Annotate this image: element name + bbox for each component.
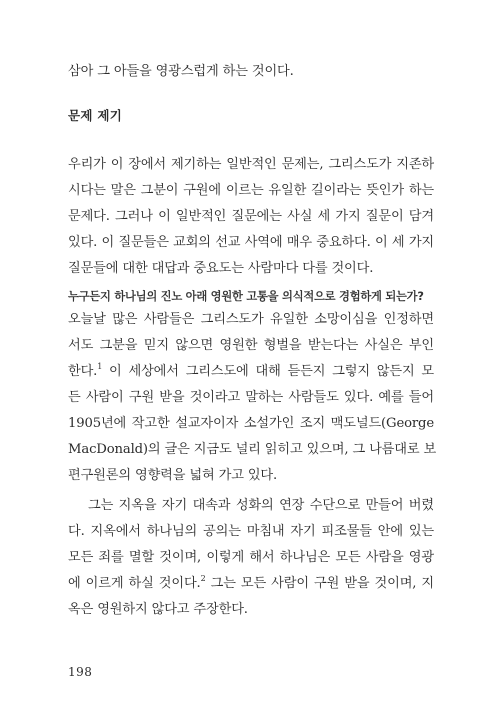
footnote-marker-1: 1: [97, 361, 103, 371]
paragraph-2-text: 이 세상에서 그리스도에 대해 듣든지 그렇지 않든지 모: [102, 364, 434, 379]
paragraph-2-line: 1905년에 작고한 설교자이자 소설가인 조지 맥도널드(George: [68, 416, 434, 431]
paragraph-1-line: 시다는 말은 그분이 구원에 이르는 유일한 길이라는 뜻인가 하는: [68, 183, 434, 198]
paragraph-3-text: 그는 모든 사람이 구원 받을 것이며, 지: [205, 576, 434, 591]
paragraph-3-line: 모든 죄를 멸할 것이며, 이렇게 해서 하나님은 모든 사람을 영광: [68, 550, 434, 565]
paragraph-3-line: 그는 지옥을 자기 대속과 성화의 연장 수단으로 만들어 버렸: [88, 498, 434, 513]
question-heading: 누구든지 하나님의 진노 아래 영원한 고통을 의식적으로 경험하게 되는가?: [68, 290, 424, 303]
paragraph-2-line: [68, 362, 434, 382]
paragraph-1-line: 있다. 이 질문들은 교회의 선교 사역에 매우 중요하다. 이 세 가지: [68, 235, 434, 250]
footnote-marker-2: 2: [200, 573, 206, 583]
paragraph-1-line: 질문들에 대한 대답과 중요도는 사람마다 다를 것이다.: [68, 261, 374, 276]
paragraph-3-line: 다. 지옥에서 하나님의 공의는 마침내 자기 피조물들 안에 있는: [68, 524, 434, 539]
paragraph-3-line: 옥은 영원하지 않다고 주장한다.: [68, 602, 248, 617]
paragraph-1-line: 우리가 이 장에서 제기하는 일반적인 문제는, 그리스도가 지존하: [68, 157, 434, 172]
paragraph-2-line: 오늘날 많은 사람들은 그리스도가 유일한 소망이심을 인정하면: [68, 312, 434, 327]
paragraph-2-line: 서도 그분을 믿지 않으면 영원한 형벌을 받는다는 사실은 부인: [68, 338, 434, 353]
intro-line: 삼아 그 아들을 영광스럽게 하는 것이다.: [68, 64, 294, 79]
paragraph-1-line: 문제다. 그러나 이 일반적인 질문에는 사실 세 가지 질문이 담겨: [68, 209, 434, 224]
paragraph-3-text: 에 이르게 하실 것이다.: [68, 576, 201, 591]
paragraph-2-line: MacDonald)의 글은 지금도 널리 읽히고 있으며, 그 나름대로 보: [68, 442, 437, 457]
paragraph-2-line: 든 사람이 구원 받을 것이라고 말하는 사람들도 있다. 예를 들어: [68, 390, 434, 405]
paragraph-2-text: 한다.: [68, 364, 98, 379]
section-heading: 문제 제기: [68, 108, 123, 123]
paragraph-3-line: [68, 574, 434, 594]
paragraph-2-line: 편구원론의 영향력을 넓혀 가고 있다.: [68, 468, 278, 483]
page-number: 198: [68, 665, 93, 679]
